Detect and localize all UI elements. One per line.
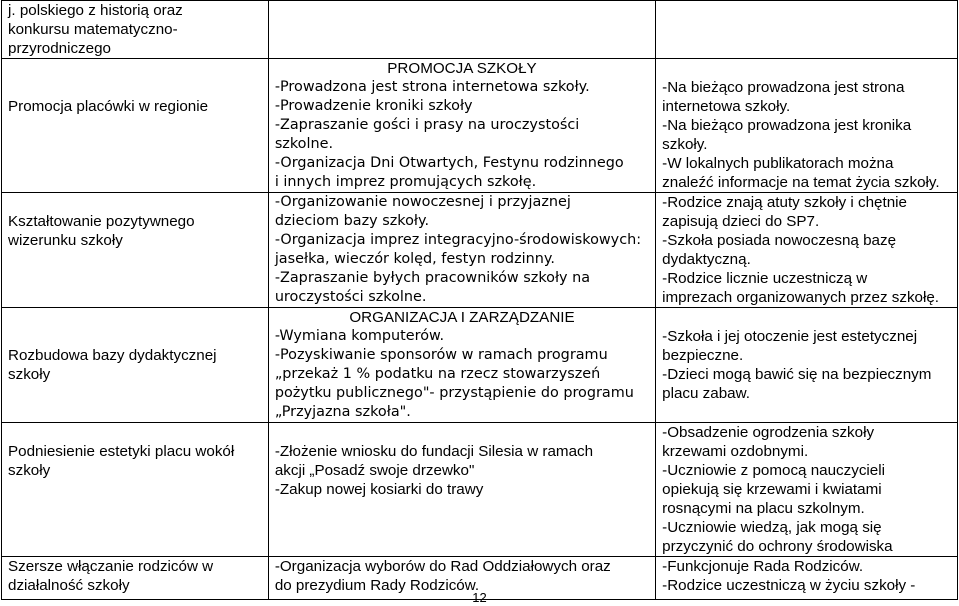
cell-line: -Prowadzenie kroniki szkoły: [274, 98, 473, 114]
cell-line: -W lokalnych publikatorach można: [662, 155, 894, 172]
cell-line: [8, 78, 262, 97]
cell-line: wizerunku szkoły: [8, 232, 123, 249]
cell-line: -Organizacja imprez integracyjno-środowiskowych:: [274, 232, 642, 248]
cell-line: -Na bieżąco prowadzona jest strona: [662, 79, 905, 96]
cell-line: i innych imprez promujących szkołę.: [274, 174, 537, 190]
cell-line: pożytku publicznego"- przystąpienie do programu: [274, 385, 634, 401]
cell-line: uroczystości szkolne.: [274, 289, 427, 305]
cell-line: szkoły: [8, 366, 51, 383]
cell-line: [8, 59, 262, 78]
cell-line: -Złożenie wniosku do fundacji Silesia w ramach: [274, 443, 594, 460]
cell-line: -Obsadzenie ogrodzenia szkoły: [662, 424, 875, 441]
cell-line: działalność szkoły: [8, 577, 130, 594]
table-row: [2, 1, 958, 59]
cell-line: [662, 308, 951, 327]
cell-line: -Organizowanie nowoczesnej i przyjaznej: [274, 194, 571, 210]
task-cell: [2, 308, 269, 423]
page-number: 12: [472, 590, 487, 605]
cell-line: -Dzieci mogą bawić się na bezpiecznym: [662, 366, 932, 383]
cell-line: rosnącymi na placu szkolnym.: [662, 500, 865, 517]
cell-line: internetowa szkoły.: [662, 98, 791, 115]
cell-line: bezpieczne.: [662, 347, 744, 364]
cell-line: -Wymiana komputerów.: [274, 328, 445, 344]
effect-cell: [656, 193, 958, 308]
cell-line: [8, 308, 262, 327]
task-cell: [2, 1, 269, 59]
cell-line: -Uczniowie wiedzą, jak mogą się: [662, 519, 882, 536]
cell-line: -Prowadzona jest strona internetowa szkoły.: [274, 79, 590, 95]
cell-line: -Organizacja wyborów do Rad Oddziałowych oraz: [274, 558, 611, 575]
cell-line: Promocja placówki w regionie: [8, 98, 209, 115]
table-row: [2, 193, 958, 308]
cell-line: [8, 327, 262, 346]
cell-line: opiekują się krzewami i kwiatami: [662, 481, 882, 498]
action-cell: [268, 308, 655, 423]
cell-line: Szersze włączanie rodziców w: [8, 558, 214, 575]
action-cell: [268, 423, 655, 557]
cell-line: [8, 423, 262, 442]
action-cell: [268, 193, 655, 308]
task-cell: [2, 59, 269, 193]
cell-line: -Funkcjonuje Rada Rodziców.: [662, 558, 864, 575]
cell-line: szkoły: [8, 462, 51, 479]
table-row: [2, 59, 958, 193]
cell-line: -Szkoła i jej otoczenie jest estetycznej: [662, 328, 918, 345]
cell-line: dydaktyczną.: [662, 251, 751, 268]
cell-line: -Na bieżąco prowadzona jest kronika: [662, 117, 912, 134]
cell-line: dzieciom bazy szkoły.: [274, 213, 430, 229]
cell-line: „Przyjazna szkoła".: [274, 404, 411, 420]
task-cell: [2, 423, 269, 557]
effect-cell: [656, 423, 958, 557]
cell-line: krzewami ozdobnymi.: [662, 443, 809, 460]
cell-line: -Uczniowie z pomocą nauczycieli: [662, 462, 885, 479]
cell-line: szkolne.: [274, 136, 334, 152]
cell-line: j. polskiego z historią oraz: [8, 2, 183, 19]
effect-cell: [656, 308, 958, 423]
cell-line: -Zapraszanie gości i prasy na uroczystości: [274, 117, 580, 133]
cell-line: -Szkoła posiada nowoczesną bazę: [662, 232, 897, 249]
cell-line: [8, 193, 262, 212]
cell-line: przyrodniczego: [8, 40, 111, 57]
cell-line: -Rodzice uczestniczą w życiu szkoły -: [662, 577, 916, 594]
cell-line: -Zapraszanie byłych pracowników szkoły na: [274, 270, 591, 286]
section-header: ORGANIZACJA I ZARZĄDZANIE: [349, 309, 575, 326]
cell-line: Rozbudowa bazy dydaktycznej: [8, 347, 217, 364]
cell-line: akcji „Posadź swoje drzewko": [274, 462, 475, 479]
cell-line: „przekaż 1 % podatku na rzecz stowarzyszeń: [274, 366, 601, 382]
cell-line: -Rodzice znają atuty szkoły i chętnie: [662, 194, 907, 211]
cell-line: przyczynić do ochrony środowiska: [662, 538, 893, 555]
cell-line: [275, 423, 649, 442]
table-row: [2, 308, 958, 423]
plan-table: [1, 0, 958, 600]
section-header: PROMOCJA SZKOŁY: [387, 60, 537, 77]
cell-line: Podniesienie estetyki placu wokół: [8, 443, 235, 460]
cell-line: do prezydium Rady Rodziców.: [274, 577, 480, 594]
cell-line: [662, 59, 951, 78]
cell-line: -Pozyskiwanie sponsorów w ramach programu: [274, 347, 608, 363]
cell-line: imprezach organizowanych przez szkołę.: [662, 289, 940, 306]
task-cell: [2, 193, 269, 308]
effect-cell: [656, 1, 958, 59]
cell-line: zapisują dzieci do SP7.: [662, 213, 820, 230]
effect-cell: [656, 59, 958, 193]
action-cell: [268, 1, 655, 59]
cell-line: konkursu matematyczno-: [8, 21, 178, 38]
action-cell: [268, 59, 655, 193]
table-row: [2, 423, 958, 557]
cell-line: -Organizacja Dni Otwartych, Festynu rodzinnego: [274, 155, 624, 171]
cell-line: -Zakup nowej kosiarki do trawy: [274, 481, 484, 498]
cell-line: Kształtowanie pozytywnego: [8, 213, 195, 230]
cell-line: jasełka, wieczór kolęd, festyn rodzinny.: [274, 251, 555, 267]
cell-line: -Rodzice licznie uczestniczą w: [662, 270, 868, 287]
cell-line: znaleźć informacje na temat życia szkoły.: [662, 174, 940, 191]
cell-line: szkoły.: [662, 136, 708, 153]
cell-line: placu zabaw.: [662, 385, 750, 402]
